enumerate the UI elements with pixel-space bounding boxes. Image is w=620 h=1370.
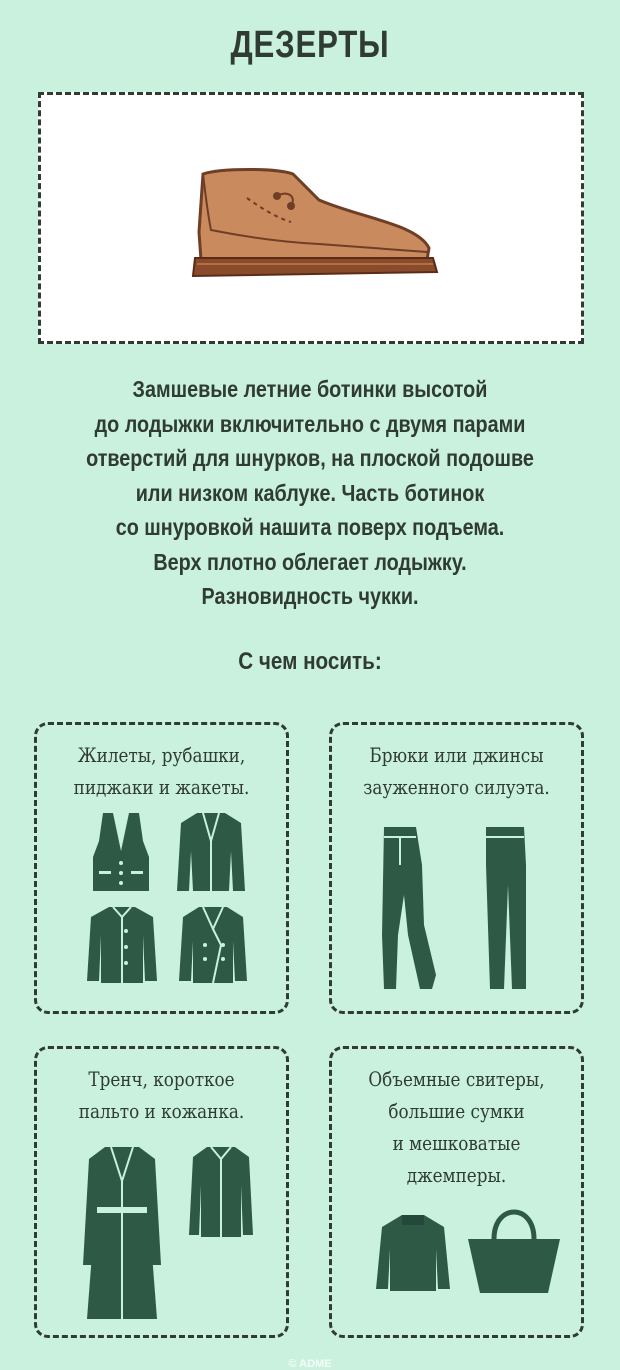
- double-breasted-jacket-icon: [177, 905, 249, 985]
- card-caption-line: джемперы.: [406, 1163, 507, 1187]
- card-caption: [57, 1063, 266, 1127]
- sweater-icon: [374, 1213, 452, 1295]
- card-caption: [57, 739, 266, 803]
- card-caption-line: и мешковатые: [392, 1131, 521, 1155]
- description-line: или низком каблуке. Часть ботинок: [135, 479, 485, 506]
- card-coats: [34, 1046, 289, 1338]
- skinny-jeans-icon: [376, 825, 446, 995]
- card-caption-line: пальто и кожанка.: [78, 1099, 245, 1123]
- card-trousers: [329, 722, 584, 1014]
- card-caption-line: Брюки или джинсы: [369, 743, 544, 767]
- description-line: Замшевые летние ботинки высотой: [132, 376, 488, 402]
- card-caption: [352, 1063, 561, 1191]
- description-line: до лодыжки включительно с двумя парами: [94, 410, 526, 437]
- card-caption-line: пиджаки и жакеты.: [73, 775, 250, 799]
- card-caption-line: зауженного силуэта.: [363, 775, 550, 799]
- description-line: отверстий для шнурков, на плоской подошве: [86, 445, 534, 471]
- page-title: ДЕЗЕРТЫ: [230, 24, 390, 66]
- card-caption-line: Жилеты, рубашки,: [77, 743, 246, 767]
- card-tops: [34, 722, 289, 1014]
- shoe-illustration-frame: [38, 92, 584, 344]
- shirt-icon: [85, 905, 159, 985]
- card-caption: [352, 739, 561, 803]
- description-line: Разновидность чукки.: [201, 583, 419, 609]
- card-sweaters-bags: [329, 1046, 584, 1338]
- tote-bag-icon: [464, 1199, 564, 1297]
- description-line: Верх плотно облегает лодыжку.: [153, 548, 467, 575]
- card-caption-line: Тренч, короткое: [88, 1067, 235, 1091]
- what-to-wear-heading: С чем носить:: [238, 648, 382, 675]
- slim-trousers-icon: [482, 825, 532, 995]
- description-line: со шнуровкой нашита поверх подъема.: [115, 514, 505, 540]
- vest-icon: [89, 811, 153, 895]
- card-caption-line: Объемные свитеры,: [368, 1067, 545, 1091]
- blazer-icon: [175, 811, 247, 895]
- trench-coat-icon: [81, 1145, 163, 1323]
- description: [78, 372, 542, 614]
- short-coat-icon: [187, 1145, 255, 1241]
- card-caption-line: большие сумки: [388, 1099, 525, 1123]
- desert-boot-icon: [181, 160, 451, 290]
- watermark: © ADME: [288, 1358, 332, 1370]
